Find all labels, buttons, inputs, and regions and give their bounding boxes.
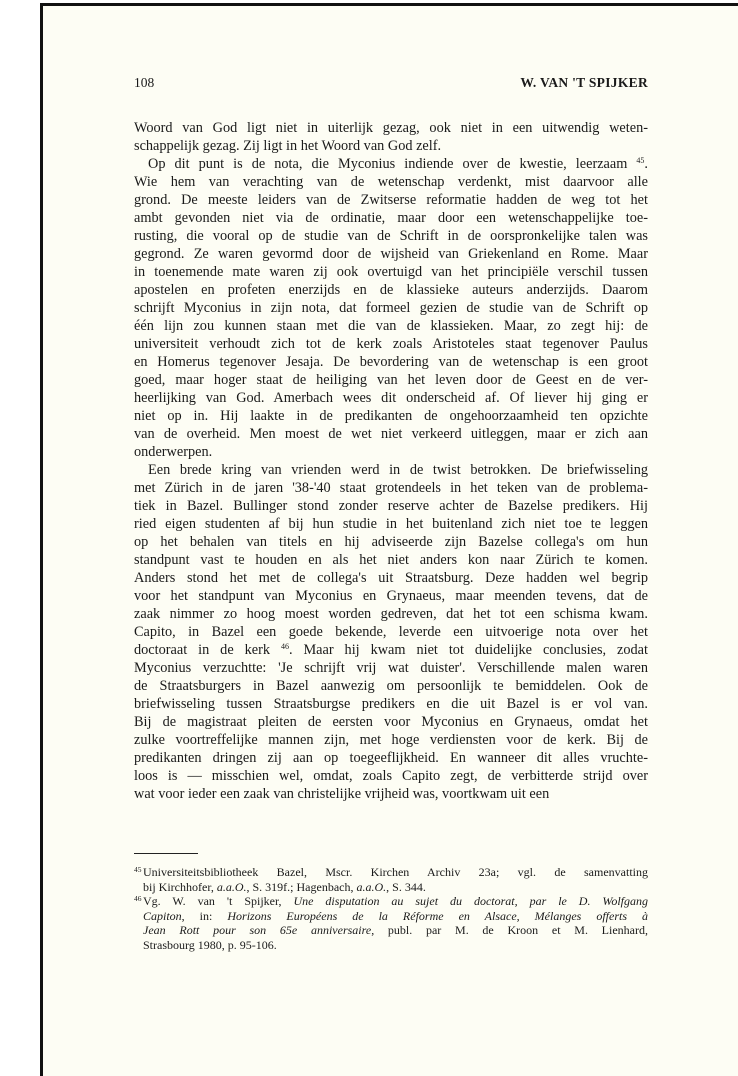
line-text: Myconius verzuchtte: 'Je schrijft vrij wat duister'. Verschillende malen waren bbox=[134, 660, 648, 676]
footnote-text: , publ. par M. de Kroon et M. Lienhard, bbox=[371, 923, 648, 938]
text-line bbox=[134, 587, 648, 605]
footnote-text: Jean Rott pour son 65e anniversaire bbox=[143, 923, 372, 938]
line-text: Woord van God ligt niet in uiterlijk gezag, ook niet in een uitwendig weten- bbox=[134, 120, 648, 136]
line-text: loos is — misschien wel, omdat, zoals Capito zegt, de verbitterde strijd over bbox=[134, 768, 648, 784]
line-text: zaak nimmer zo hoog moest worden gedreven, dat het tot een schisma kwam. bbox=[134, 606, 648, 622]
text-line bbox=[134, 425, 648, 443]
line-text: schrijft Myconius in zijn nota, dat formeel gezien de studie van de Schrift op bbox=[134, 300, 648, 316]
footnote-45-line bbox=[134, 880, 648, 895]
footnote-rule bbox=[134, 853, 198, 854]
text-line bbox=[134, 551, 648, 569]
line-text: op het behalen van titels en hij adviseerde zijn Bazelse collega's om hun bbox=[134, 534, 648, 550]
footnote-ref-45[interactable]: 45 bbox=[636, 156, 645, 165]
footnote-text: , S. 344. bbox=[386, 879, 426, 894]
body-text bbox=[134, 119, 648, 803]
text-line bbox=[134, 299, 648, 317]
text-line bbox=[134, 461, 648, 479]
text-line bbox=[134, 533, 648, 551]
text-line bbox=[134, 173, 648, 191]
text-line bbox=[134, 515, 648, 533]
footnote-text: a.a.O. bbox=[356, 879, 387, 894]
line-text: tiek in Bazel. Bullinger stond zonder reserve achter de Bazelse predikers. Hij bbox=[134, 498, 648, 514]
text-line bbox=[134, 695, 648, 713]
line-text: grond. De meeste leiders van de Zwitserse reformatie hadden de weg tot het bbox=[134, 192, 648, 208]
line-text: Capito, in Bazel een goede bekende, leverde een uitvoerige nota over het bbox=[134, 624, 648, 640]
text-line bbox=[134, 641, 648, 659]
text-line bbox=[134, 749, 648, 767]
text-line bbox=[134, 317, 648, 335]
text-line bbox=[134, 191, 648, 209]
line-text: . Maar hij kwam niet tot duidelijke conclusies, zodat bbox=[288, 642, 648, 658]
line-text: wat voor ieder een zaak van christelijke vrijheid was, voortkwam uit een bbox=[134, 786, 550, 802]
line-text: Een brede kring van vrienden werd in de twist betrokken. De briefwisseling bbox=[148, 462, 648, 478]
line-text: van de overheid. Men moest de wet niet verkeerd uitleggen, maar er zich aan bbox=[134, 426, 648, 442]
footnote-text: , S. 319f.; Hagenbach, bbox=[246, 879, 357, 894]
line-text: en Homerus tegenover Jesaja. De bevordering van de wetenschap is een groot bbox=[134, 354, 648, 370]
text-line: Op dit punt is de nota, die Myconius indiende over de kwestie, leerzaam $^{45}$. bbox=[148, 156, 648, 172]
footnote-number: 45 bbox=[134, 865, 142, 874]
line-text: predikanten dringen zij aan op toegeeflijkheid. En wanneer dit alles vruchte- bbox=[134, 750, 648, 766]
text-line bbox=[134, 605, 648, 623]
line-text: briefwisseling tussen Straatsburgse predikers en die uit Bazel is er vol van. bbox=[134, 696, 648, 712]
line-text: met Zürich in de jaren '38-'40 staat grotendeels in het teken van de problema- bbox=[134, 480, 648, 496]
running-head: W. VAN 'T SPIJKER bbox=[520, 75, 648, 90]
line-text: Bij de magistraat pleiten de eersten voor Myconius en Grynaeus, omdat het bbox=[134, 714, 648, 730]
line-text: heerlijking van God. Amerbach wees dit onderscheid af. Of liever hij ging er bbox=[134, 390, 648, 406]
line-text: één lijn zou kunnen staan met die van de klassieken. Maar, zo zegt hij: de bbox=[134, 318, 648, 334]
footnote-45-line bbox=[134, 865, 648, 880]
footnote-ref-46[interactable]: 46 bbox=[280, 642, 289, 651]
line-text: universiteit verhoudt zich tot de kerk zoals Aristoteles staat tegenover Paulus bbox=[134, 336, 648, 352]
footnote-text: Une disputation au sujet du doctorat, par le D. Wolfgang bbox=[293, 894, 648, 909]
footnote-text: , in: bbox=[181, 908, 228, 923]
line-text: onderwerpen. bbox=[134, 444, 213, 460]
text-line bbox=[134, 569, 648, 587]
text-line bbox=[134, 371, 648, 389]
text-line bbox=[134, 677, 648, 695]
line-text: schappelijk gezag. Zij ligt in het Woord van God zelf. bbox=[134, 138, 442, 154]
footnote-46-line bbox=[134, 894, 648, 909]
text-line bbox=[134, 389, 648, 407]
line-text: ambt gevonden niet via de ordinatie, maar door een wetenschappelijke toe- bbox=[134, 210, 648, 226]
text-line bbox=[134, 767, 648, 785]
footnote-text: Vg. W. van 't Spijker, bbox=[143, 894, 294, 909]
text-line bbox=[134, 209, 648, 227]
footnote-text: Capiton bbox=[143, 908, 182, 923]
footnote-46-line bbox=[134, 909, 648, 924]
footnote-text: Universiteitsbibliotheek Bazel, Mscr. Kirchen Archiv 23a; vgl. de samenvatting bbox=[143, 865, 648, 879]
footnotes bbox=[134, 865, 648, 953]
text-line bbox=[134, 353, 648, 371]
text-line bbox=[134, 245, 648, 263]
line-text: Wie hem van verachting van de wetenschap verdenkt, mist daarvoor alle bbox=[134, 174, 648, 190]
line-text: niet op in. Hij laakte in de predikanten de ongehoorzaamheid ten opzichte bbox=[134, 408, 648, 424]
text-line bbox=[134, 713, 648, 731]
text-line bbox=[134, 407, 648, 425]
footnote-46-line bbox=[134, 923, 648, 938]
line-text: voor het standpunt van Myconius en Grynaeus, maar meenden tevens, dat de bbox=[134, 588, 648, 604]
footnote-text: Horizons Européens de la Réforme en Alsace, Mélanges offerts à bbox=[227, 908, 649, 923]
text-line bbox=[134, 443, 648, 461]
text-line bbox=[134, 227, 648, 245]
footnote-text: Strasbourg 1980, p. 95-106. bbox=[143, 937, 277, 952]
line-text: gegrond. Ze waren gevormd door de wijsheid van Griekenland en Rome. Maar bbox=[134, 246, 648, 262]
line-text: zulke voortreffelijke mannen zijn, met hoge verdiensten voor de kerk. Bij de bbox=[134, 732, 648, 748]
text-line bbox=[134, 659, 648, 677]
text-line bbox=[134, 119, 648, 137]
text-line bbox=[134, 263, 648, 281]
line-text: in toenemende mate waren zij ook overtuigd van het principiële verschil tussen bbox=[134, 264, 648, 280]
footnote-46-line bbox=[134, 938, 648, 953]
line-text: rusting, die vooral op de studie van de Schrift in de oorspronkelijke talen was bbox=[134, 228, 648, 244]
text-line bbox=[134, 335, 648, 353]
text-line bbox=[134, 479, 648, 497]
line-text: de Straatsburgers in Bazel aanwezig om persoonlijk te bemiddelen. Ook de bbox=[134, 678, 648, 694]
line-text: apostelen en profeten enerzijds en de klassieke auteurs anderzijds. Daarom bbox=[134, 282, 648, 298]
page-number: 108 bbox=[134, 75, 155, 90]
text-line bbox=[134, 731, 648, 749]
footnote-text: a.a.O. bbox=[216, 879, 247, 894]
text-line bbox=[134, 137, 648, 155]
line-text: doctoraat in de kerk bbox=[134, 642, 271, 658]
text-line bbox=[134, 623, 648, 641]
running-header bbox=[134, 75, 648, 91]
text-line bbox=[134, 785, 648, 803]
line-text: Op dit punt is de nota, die Myconius indiende over de kwestie, leerzaam bbox=[148, 156, 628, 172]
line-text: ried eigen studenten af bij hun studie in het buitenland zich niet toe te leggen bbox=[134, 516, 648, 532]
text-line bbox=[134, 497, 648, 515]
line-text: goed, maar hoger staat de heiliging van het leven door de Geest en de ver- bbox=[134, 372, 648, 388]
text-line bbox=[134, 281, 648, 299]
line-text: Anders stond het met de collega's uit Straatsburg. Deze hadden wel begrip bbox=[134, 570, 648, 586]
footnote-number: 46 bbox=[134, 894, 142, 904]
line-text: standpunt vast te houden en als het niet anders kon naar Zürich te komen. bbox=[134, 552, 648, 568]
footnote-text: bij Kirchhofer, bbox=[143, 879, 217, 894]
